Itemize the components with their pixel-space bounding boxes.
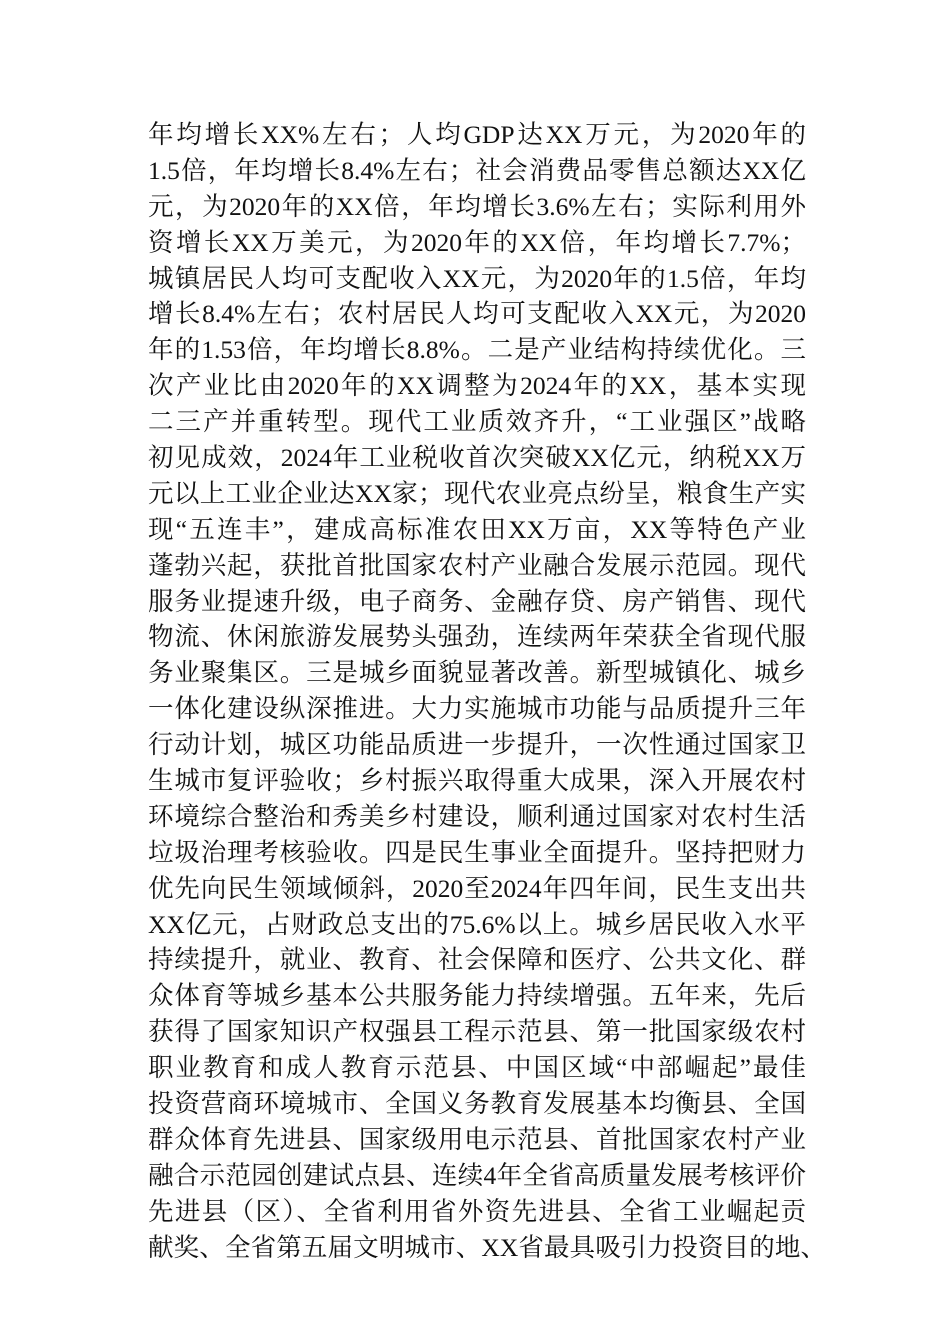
text-line: 持续提升，就业、教育、社会保障和医疗、公共文化、群 [148,945,806,975]
text-line: XX亿元，占财政总支出的75.6%以上。城乡居民收入水平 [148,909,806,939]
text-line: 职业教育和成人教育示范县、中国区域“中部崛起”最佳 [148,1053,806,1083]
text-line: 行动计划，城区功能品质进一步提升，一次性通过国家卫 [148,730,806,760]
text-line: 垃圾治理考核验收。四是民生事业全面提升。坚持把财力 [148,837,806,867]
text-line: 服务业提速升级，电子商务、金融存贷、房产销售、现代 [148,586,806,616]
text-line: 元以上工业企业达XX家；现代农业亮点纷呈，粮食生产实 [148,478,806,508]
text-line: 初见成效，2024年工业税收首次突破XX亿元，纳税XX万 [148,443,806,473]
text-line: 环境综合整治和秀美乡村建设，顺利通过国家对农村生活 [148,801,806,831]
text-line: 投资营商环境城市、全国义务教育发展基本均衡县、全国 [148,1089,806,1119]
text-line: 生城市复评验收；乡村振兴取得重大成果，深入开展农村 [148,766,806,796]
text-line: 城镇居民人均可支配收入XX元，为2020年的1.5倍，年均 [148,263,806,293]
text-line: 次产业比由2020年的XX调整为2024年的XX，基本实现 [148,371,806,401]
text-line: 群众体育先进县、国家级用电示范县、首批国家农村产业 [148,1124,806,1154]
text-line: 蓬勃兴起，获批首批国家农村产业融合发展示范园。现代 [148,550,806,580]
text-line: 务业聚集区。三是城乡面貌显著改善。新型城镇化、城乡 [148,658,806,688]
text-line: 融合示范园创建试点县、连续4年全省高质量发展考核评价 [148,1160,806,1190]
text-line: 献奖、全省第五届文明城市、XX省最具吸引力投资目的地、 [148,1232,826,1262]
text-line: 元，为2020年的XX倍，年均增长3.6%左右；实际利用外 [148,191,806,221]
text-line: 物流、休闲旅游发展势头强劲，连续两年荣获全省现代服 [148,622,806,652]
text-line: 众体育等城乡基本公共服务能力持续增强。五年来，先后 [148,981,806,1011]
text-line: 增长8.4%左右；农村居民人均可支配收入XX元，为2020 [148,299,806,329]
text-line: 1.5倍，年均增长8.4%左右；社会消费品零售总额达XX亿 [148,155,806,185]
text-line: 优先向民生领域倾斜，2020至2024年四年间，民生支出共 [148,873,806,903]
text-line: 现“五连丰”，建成高标准农田XX万亩，XX等特色产业 [148,514,806,544]
text-line: 年均增长XX%左右；人均GDP达XX万元，为2020年的 [148,120,806,149]
text-line: 二三产并重转型。现代工业质效齐升，“工业强区”战略 [148,407,806,437]
text-line: 先进县（区）、全省利用省外资先进县、全省工业崛起贡 [148,1196,806,1226]
text-line: 获得了国家知识产权强县工程示范县、第一批国家级农村 [148,1017,806,1047]
text-line: 资增长XX万美元，为2020年的XX倍，年均增长7.7%； [148,227,806,257]
text-line: 一体化建设纵深推进。大力实施城市功能与品质提升三年 [148,694,806,724]
text-line: 年的1.53倍，年均增长8.8%。二是产业结构持续优化。三 [148,335,806,365]
document-body [148,117,826,1266]
